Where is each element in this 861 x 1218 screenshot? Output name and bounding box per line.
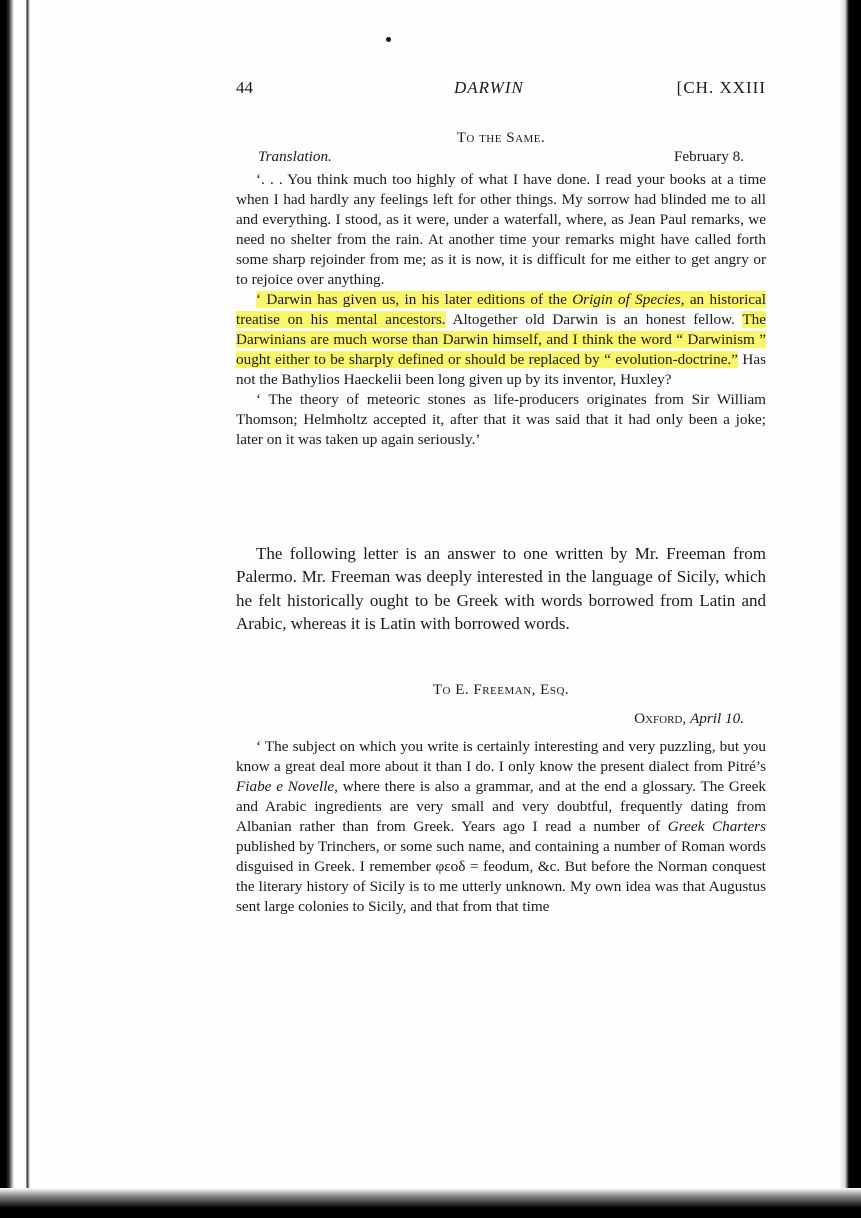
ink-dot xyxy=(386,37,391,42)
letter2-place: Oxford, xyxy=(634,710,690,727)
letter2-dateline xyxy=(634,710,744,728)
letter2-heading: To E. Freeman, Esq. xyxy=(432,682,570,698)
translation-note: Translation. xyxy=(258,148,332,165)
letter1-date: February 8. xyxy=(673,148,744,165)
highlight-1: ‘ Darwin has given us, in his later editions of the Origin of Species, an historical treatise on his mental ancestors. xyxy=(236,291,766,328)
letter1-body xyxy=(236,170,766,450)
letter2-date: April 10. xyxy=(689,710,744,727)
letter2-body xyxy=(236,737,766,917)
page-number: 44 xyxy=(236,78,253,97)
chapter-label: [CH. XXIII xyxy=(676,78,766,97)
scan-edge-bottom xyxy=(0,1188,861,1218)
letter1-para3: ‘ The theory of meteoric stones as life-producers originates from Sir William Thomson; Helmholtz accepted it, after that it was said that it had only been a joke; later on it was taken up again seriously.’ xyxy=(236,391,766,448)
running-title: DARWIN xyxy=(454,78,524,97)
letter2-para: ‘ The subject on which you write is certainly interesting and very puzzling, but you know a great deal more about it than I do. I only know the present dialect from Pitré’s Fiabe e Novelle, where there is also a grammar, and at the end a glossary. The Greek and Arabic ingredients are very small and very doubtful, frequently dating from Albanian rather than from Greek. Years ago I read a number of Greek Charters published by Trinchers, or some such name, and containing a number of Roman words disguised in Greek. I remember φεοδ = feodum, &c. But before the Norman conquest the literary history of Sicily is to me utterly unknown. My own idea was that Augustus sent large colonies to Sicily, and that from that time xyxy=(236,738,767,915)
letter1-para1: ‘. . . You think much too highly of what I have done. I read your books at a time when I had hardly any feelings left for other things. My sorrow had blinded me to all and everything. I stood, as it were, under a waterfall, where, as Jean Paul remarks, we need no shelter from the rain. At another time your remarks might have called forth some sharp rejoinder from me; as it is now, it is difficult for me either to get angry or to rejoice over anything. xyxy=(236,171,766,288)
letter1-heading: To the Same. xyxy=(456,130,546,146)
scan-edge-right xyxy=(839,0,861,1218)
scan-edge-left xyxy=(0,0,40,1218)
running-head xyxy=(236,78,766,102)
letter1-para2: ‘ Darwin has given us, in his later editions of the Origin of Species, an historical treatise on his mental ancestors. Altogether old Darwin is an honest fellow. The Darwinians are much worse than Darwin himself, and I think the word “ Darwinism ” ought either to be sharply defined or should be replaced by “ evolution-doctrine.” Has not the Bathylios Haeckelii been long given up by its inventor, Huxley? xyxy=(236,291,766,388)
highlight-2: The Darwinians are much worse than Darwin himself, and I think the word “ Darwinism ” ought either to be sharply defined or should be replaced by “ evolution-doctrine.” xyxy=(236,311,766,368)
intro-paragraph: The following letter is an answer to one written by Mr. Freeman from Palermo. Mr. Freeman was deeply interested in the language of Sicily, which he felt historically ought to be Greek with words borrowed from Latin and Arabic, whereas it is Latin with borrowed words. xyxy=(236,544,766,633)
